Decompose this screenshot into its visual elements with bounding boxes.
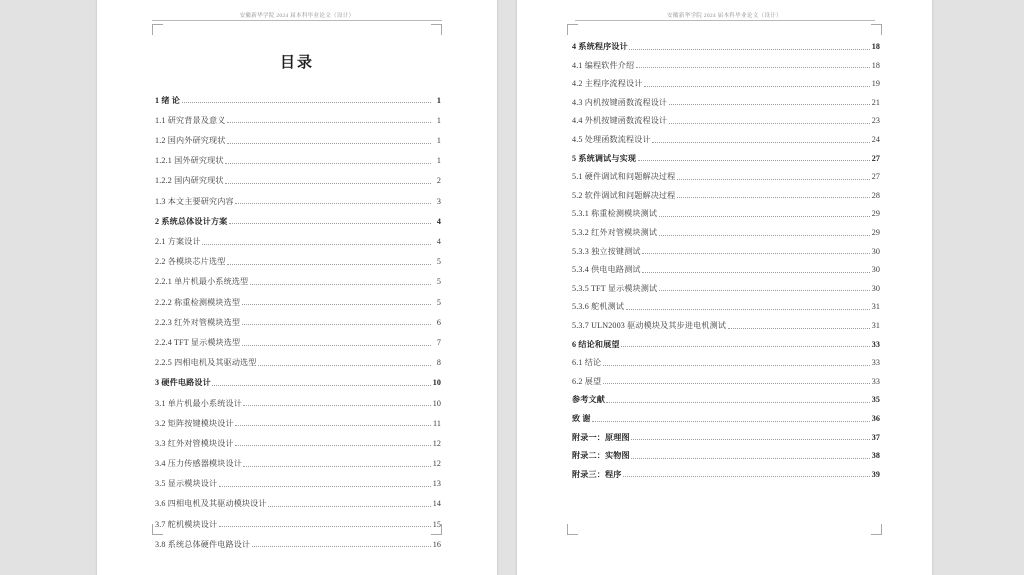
toc-entry-page-number: 19 [871, 79, 880, 89]
toc-entry-label: 6 结论和展望 [572, 339, 620, 349]
toc-entry[interactable] [155, 431, 441, 451]
toc-entry[interactable] [572, 370, 880, 389]
toc-entry-page-number: 12 [432, 438, 441, 448]
toc-leader-dots [243, 405, 430, 406]
toc-entry-page-number: 27 [871, 153, 880, 163]
toc-entry-page-number: 18 [871, 42, 880, 52]
toc-leader-dots [182, 102, 431, 103]
toc-entry-page-number: 38 [871, 451, 880, 461]
toc-leader-dots [250, 284, 431, 285]
toc-entry-page-number: 21 [871, 97, 880, 107]
toc-leader-dots [642, 253, 869, 254]
toc-entry-page-number: 27 [871, 172, 880, 182]
toc-leader-dots [225, 183, 430, 184]
toc-entry-page-number: 5 [436, 277, 441, 287]
toc-entry-label: 6.1 结论 [572, 358, 602, 368]
toc-leader-dots [252, 546, 431, 547]
toc-entry[interactable] [155, 209, 441, 229]
toc-leader-dots [227, 143, 431, 144]
toc-entry[interactable] [572, 407, 880, 426]
toc-leader-dots [212, 385, 430, 386]
toc-entry-label: 2.2.4 TFT 显示模块选型 [155, 337, 241, 347]
toc-entry-page-number: 2 [436, 176, 441, 186]
toc-entry-page-number: 3 [436, 196, 441, 206]
toc-entry-label: 5.2 软件调试和问题解决过程 [572, 190, 676, 200]
toc-entry[interactable] [572, 352, 880, 371]
toc-entry[interactable] [572, 240, 880, 259]
toc-leader-dots [631, 439, 869, 440]
toc-entry[interactable] [155, 168, 441, 188]
toc-list-page-2 [517, 36, 932, 482]
toc-leader-dots [629, 49, 869, 50]
toc-leader-dots [728, 328, 870, 329]
toc-entry[interactable] [572, 73, 880, 92]
toc-entry[interactable] [155, 189, 441, 209]
toc-entry-label: 2.2.3 红外对管模块选型 [155, 317, 241, 327]
toc-entry-label: 6.2 展望 [572, 376, 602, 386]
toc-leader-dots [242, 304, 431, 305]
toc-entry-label: 5.3.3 独立按键测试 [572, 246, 641, 256]
toc-leader-dots [659, 216, 870, 217]
toc-entry-page-number: 6 [436, 317, 441, 327]
toc-entry-page-number: 36 [871, 413, 880, 423]
toc-entry-label: 附录一：原理图 [572, 432, 630, 442]
toc-entry-page-number: 30 [871, 283, 880, 293]
toc-entry[interactable] [572, 333, 880, 352]
toc-entry-page-number: 24 [871, 135, 880, 145]
toc-entry[interactable] [155, 330, 441, 350]
toc-entry[interactable] [155, 370, 441, 390]
toc-entry[interactable] [572, 463, 880, 482]
toc-leader-dots [603, 383, 870, 384]
toc-leader-dots [227, 264, 431, 265]
toc-entry[interactable] [155, 108, 441, 128]
toc-entry[interactable] [155, 310, 441, 330]
toc-entry-label: 附录三：程序 [572, 469, 622, 479]
toc-entry[interactable] [155, 471, 441, 491]
toc-leader-dots [242, 324, 431, 325]
toc-entry[interactable] [572, 110, 880, 129]
toc-entry-label: 1.2 国内外研究现状 [155, 136, 226, 146]
toc-entry[interactable] [155, 269, 441, 289]
toc-leader-dots [644, 86, 870, 87]
toc-entry-label: 1.1 研究背景及意义 [155, 115, 226, 125]
toc-entry-page-number: 23 [871, 116, 880, 126]
toc-entry-page-number: 15 [432, 519, 441, 529]
toc-entry-page-number: 33 [871, 358, 880, 368]
toc-leader-dots [659, 235, 870, 236]
toc-entry-label: 5.3.1 称重检测模块测试 [572, 209, 658, 219]
toc-leader-dots [219, 526, 431, 527]
toc-leader-dots [225, 163, 430, 164]
toc-entry-label: 4 系统程序设计 [572, 42, 628, 52]
toc-entry-label: 5 系统调试与实现 [572, 153, 637, 163]
toc-entry-page-number: 1 [436, 156, 441, 166]
toc-entry-page-number: 29 [871, 228, 880, 238]
toc-entry-label: 2.2.1 单片机最小系统选型 [155, 277, 249, 287]
toc-entry-page-number: 31 [871, 302, 880, 312]
toc-entry-label: 3.5 显示模块设计 [155, 479, 218, 489]
toc-entry-label: 参考文献 [572, 395, 605, 405]
toc-entry-label: 1 绪 论 [155, 95, 181, 105]
toc-entry-page-number: 28 [871, 190, 880, 200]
toc-entry-label: 1.2.1 国外研究现状 [155, 156, 224, 166]
toc-entry-label: 3.2 矩阵按键模块设计 [155, 418, 234, 428]
toc-entry[interactable] [572, 36, 880, 55]
toc-entry[interactable] [572, 147, 880, 166]
toc-leader-dots [603, 365, 870, 366]
page-header [517, 14, 932, 25]
toc-entry-label: 3.3 红外对管模块设计 [155, 438, 234, 448]
toc-leader-dots [219, 486, 431, 487]
toc-entry[interactable] [155, 88, 441, 108]
toc-leader-dots [659, 290, 870, 291]
toc-leader-dots [606, 402, 869, 403]
toc-entry-page-number: 29 [871, 209, 880, 219]
toc-entry[interactable] [572, 315, 880, 334]
toc-entry-page-number: 10 [432, 398, 441, 408]
toc-entry[interactable] [155, 289, 441, 309]
toc-entry-label: 1.3 本文主要研究内容 [155, 196, 234, 206]
toc-entry-label: 3.4 压力传感器模块设计 [155, 459, 242, 469]
toc-entry-page-number: 30 [871, 246, 880, 256]
toc-entry-page-number: 16 [432, 539, 441, 549]
toc-leader-dots [268, 506, 430, 507]
document-page-1[interactable] [97, 0, 497, 575]
page-header-rule [575, 20, 875, 21]
toc-entry-label: 5.1 硬件调试和问题解决过程 [572, 172, 676, 182]
toc-entry-label: 5.3.7 ULN2003 驱动模块及其步进电机测试 [572, 321, 727, 330]
page-header [97, 14, 497, 25]
toc-entry[interactable] [572, 166, 880, 185]
toc-entry-label: 2.2.5 四相电机及其驱动选型 [155, 358, 257, 368]
toc-entry-page-number: 13 [432, 479, 441, 489]
toc-leader-dots [652, 142, 869, 143]
toc-entry[interactable] [572, 277, 880, 296]
toc-entry[interactable] [155, 411, 441, 431]
toc-entry-page-number: 31 [871, 321, 880, 330]
toc-entry-page-number: 12 [432, 459, 441, 469]
toc-entry[interactable] [155, 350, 441, 370]
toc-entry-label: 3 硬件电路设计 [155, 378, 211, 388]
toc-entry-page-number: 1 [436, 136, 441, 146]
toc-entry[interactable] [572, 54, 880, 73]
toc-entry-page-number: 11 [433, 418, 441, 428]
toc-entry-label: 3.6 四相电机及其驱动模块设计 [155, 499, 267, 509]
toc-entry-page-number: 8 [436, 358, 441, 368]
toc-entry-label: 5.3.6 舵机测试 [572, 302, 625, 312]
toc-leader-dots [235, 425, 430, 426]
toc-entry-page-number: 7 [436, 337, 441, 347]
toc-entry-page-number: 37 [871, 432, 880, 442]
toc-entry-label: 2.2 各模块芯片选型 [155, 257, 226, 267]
toc-leader-dots [669, 123, 870, 124]
toc-leader-dots [202, 244, 430, 245]
toc-entry[interactable] [572, 389, 880, 408]
toc-entry-label: 5.3.5 TFT 显示模块测试 [572, 283, 658, 293]
toc-entry-label: 4.5 处理函数流程设计 [572, 135, 651, 145]
toc-entry-label: 2.2.2 称重检测模块选型 [155, 297, 241, 307]
toc-entry[interactable] [155, 229, 441, 249]
toc-entry-page-number: 1 [436, 115, 441, 125]
crop-mark-bottom-left [567, 524, 578, 535]
toc-entry-label: 4.3 内机按键函数流程设计 [572, 97, 668, 107]
toc-entry-label: 1.2.2 国内研究现状 [155, 176, 224, 186]
toc-entry-label: 2.1 方案设计 [155, 237, 201, 246]
toc-entry-page-number: 4 [436, 237, 441, 246]
toc-leader-dots [235, 445, 430, 446]
toc-entry-page-number: 5 [436, 257, 441, 267]
toc-leader-dots [227, 122, 431, 123]
toc-entry-page-number: 33 [871, 376, 880, 386]
page-title: 目录 [279, 54, 314, 71]
toc-entry-page-number: 18 [871, 60, 880, 70]
toc-entry-page-number: 5 [436, 297, 441, 307]
toc-entry[interactable] [155, 128, 441, 148]
toc-entry[interactable] [572, 445, 880, 464]
toc-entry[interactable] [155, 390, 441, 410]
toc-entry[interactable] [155, 148, 441, 168]
toc-entry-page-number: 14 [432, 499, 441, 509]
toc-entry[interactable] [155, 491, 441, 511]
toc-entry[interactable] [572, 296, 880, 315]
toc-leader-dots [677, 179, 870, 180]
crop-mark-bottom-right [871, 524, 882, 535]
toc-leader-dots [636, 67, 870, 68]
toc-leader-dots [669, 104, 870, 105]
toc-entry-page-number: 1 [436, 95, 441, 105]
toc-entry-page-number: 39 [871, 469, 880, 479]
toc-entry-label: 3.1 单片机最小系统设计 [155, 398, 242, 408]
toc-leader-dots [242, 345, 431, 346]
toc-entry[interactable] [155, 532, 441, 552]
toc-entry[interactable] [572, 426, 880, 445]
toc-leader-dots [631, 458, 869, 459]
toc-entry[interactable] [572, 91, 880, 110]
toc-leader-dots [677, 197, 870, 198]
toc-leader-dots [621, 346, 869, 347]
toc-entry[interactable] [572, 184, 880, 203]
toc-entry-page-number: 10 [432, 378, 441, 388]
toc-entry[interactable] [155, 451, 441, 471]
toc-entry-label: 5.3.4 供电电路测试 [572, 265, 641, 275]
toc-entry[interactable] [155, 249, 441, 269]
toc-entry-label: 4.4 外机按键函数流程设计 [572, 116, 668, 126]
toc-entry-label: 2 系统总体设计方案 [155, 216, 228, 226]
toc-entry-label: 致 谢 [572, 413, 591, 423]
toc-leader-dots [229, 223, 431, 224]
toc-entry-label: 3.8 系统总体硬件电路设计 [155, 539, 251, 549]
toc-leader-dots [623, 476, 870, 477]
toc-entry[interactable] [572, 203, 880, 222]
page-header-rule [152, 20, 442, 21]
toc-leader-dots [638, 160, 870, 161]
toc-entry-label: 5.3.2 红外对管模块测试 [572, 228, 658, 238]
toc-entry[interactable] [572, 259, 880, 278]
toc-leader-dots [626, 309, 870, 310]
toc-leader-dots [243, 466, 430, 467]
toc-leader-dots [258, 365, 430, 366]
toc-entry-page-number: 30 [871, 265, 880, 275]
toc-entry-label: 3.7 舵机模块设计 [155, 519, 218, 529]
toc-leader-dots [642, 272, 869, 273]
toc-entry[interactable] [572, 222, 880, 241]
toc-list-page-1 [97, 88, 497, 552]
toc-entry[interactable] [572, 129, 880, 148]
toc-entry-label: 4.1 编程软件介绍 [572, 60, 635, 70]
toc-entry-page-number: 35 [871, 395, 880, 405]
toc-entry-page-number: 4 [436, 216, 441, 226]
toc-entry[interactable] [155, 512, 441, 532]
toc-leader-dots [235, 203, 430, 204]
page-header-text: 安徽新华学院 2024 届本科毕业论文（设计） [239, 13, 355, 19]
toc-entry-page-number: 33 [871, 339, 880, 349]
toc-entry-label: 4.2 主程序流程设计 [572, 79, 643, 89]
toc-entry-label: 附录二：实物图 [572, 451, 630, 461]
page-header-text: 安徽新华学院 2024 届本科毕业论文（设计） [667, 13, 782, 19]
document-page-2[interactable] [517, 0, 932, 575]
toc-leader-dots [592, 421, 869, 422]
